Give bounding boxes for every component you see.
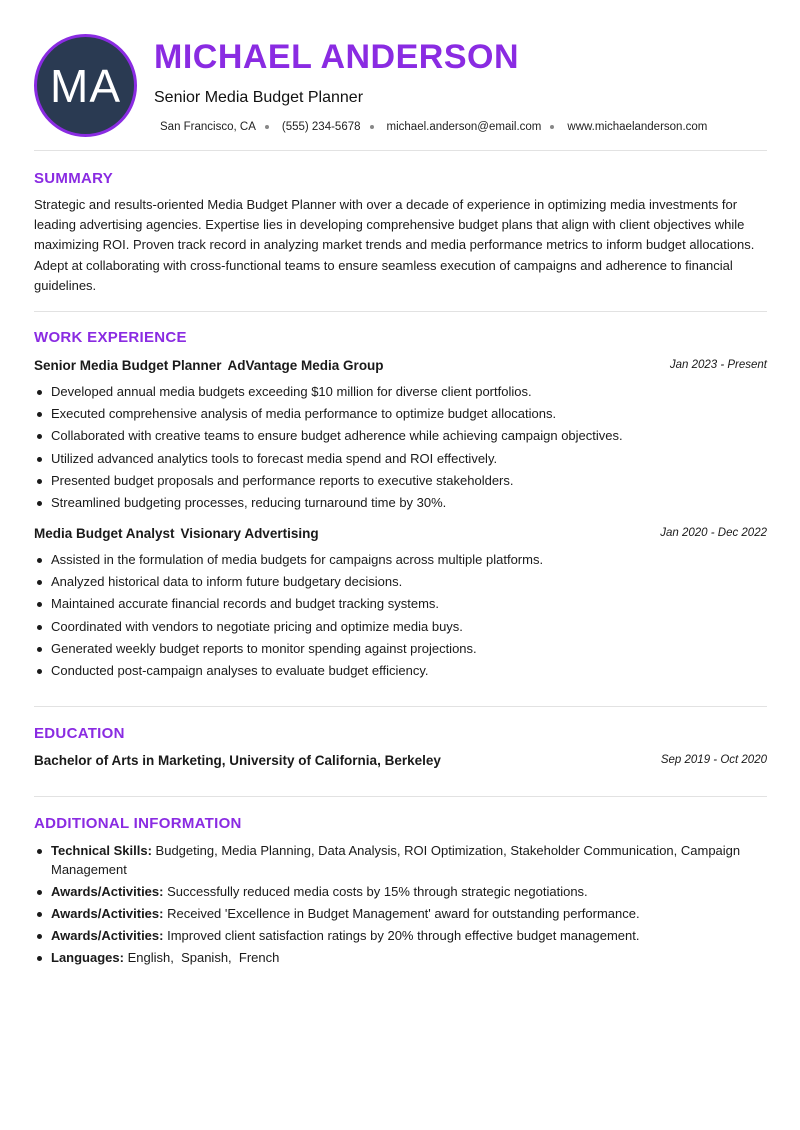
contact-website[interactable]: www.michaelanderson.com: [567, 121, 708, 133]
contact-location: San Francisco, CA: [160, 121, 256, 133]
list-item: [34, 927, 767, 946]
list-item: Assisted in the formulation of media budgets for campaigns across multiple platforms.: [34, 549, 767, 571]
education-dates: Sep 2019 - Oct 2020: [660, 754, 767, 766]
avatar-initials: MA: [50, 59, 121, 112]
list-item: Conducted post-campaign analyses to evaluate budget efficiency.: [34, 660, 767, 682]
education-entry: [34, 753, 767, 771]
list-item: Executed comprehensive analysis of media performance to optimize budget allocations.: [34, 403, 767, 425]
list-item: Maintained accurate financial records and budget tracking systems.: [34, 593, 767, 615]
experience-heading: WORK EXPERIENCE: [34, 329, 187, 346]
separator-dot-icon: [265, 125, 269, 129]
list-item: Developed annual media budgets exceeding $10 million for diverse client portfolios.: [34, 381, 767, 403]
job-dates: Jan 2023 - Present: [669, 359, 767, 371]
item-text: Received 'Excellence in Budget Management' award for outstanding performance.: [167, 905, 640, 921]
item-label: Awards/Activities:: [51, 883, 164, 899]
job-dates: Jan 2020 - Dec 2022: [660, 527, 767, 539]
list-item: Analyzed historical data to inform future budgetary decisions.: [34, 571, 767, 593]
candidate-name: MICHAEL ANDERSON: [154, 38, 520, 76]
separator-dot-icon: [370, 125, 374, 129]
list-item: Presented budget proposals and performance reports to executive stakeholders.: [34, 470, 767, 492]
job-header: [34, 526, 767, 544]
education-degree: Bachelor of Arts in Marketing, University of California, Berkeley: [34, 753, 441, 768]
separator-dot-icon: [550, 125, 554, 129]
summary-text: Strategic and results-oriented Media Budget Planner with over a decade of experience in optimizing media investments for leading advertising agencies. Expertise lies in developing comprehensive budget plans that align with client objectives while maximizing ROI. Proven track record in analyzing market trends and media performance metrics to inform budget allocations. Adept at collaborating with cross-functional teams to ensure seamless execution of campaigns and adherence to financial guidelines.: [34, 197, 755, 293]
list-item: [34, 949, 767, 968]
job-company: AdVantage Media Group: [227, 358, 384, 373]
section-divider: [34, 150, 767, 151]
item-label: Awards/Activities:: [51, 927, 164, 943]
item-label: Languages:: [51, 950, 124, 965]
candidate-title: Senior Media Budget Planner: [154, 89, 364, 106]
item-text: Successfully reduced media costs by 15% through strategic negotiations.: [167, 883, 588, 899]
list-item: Streamlined budgeting processes, reducing turnaround time by 30%.: [34, 492, 767, 514]
list-item: Utilized advanced analytics tools to forecast media spend and ROI effectively.: [34, 448, 767, 470]
list-item: [34, 842, 767, 879]
list-item: Collaborated with creative teams to ensure budget adherence while achieving campaign objectives.: [34, 425, 767, 447]
section-divider: [34, 311, 767, 312]
additional-list: [34, 842, 767, 971]
job-bullets: [34, 549, 767, 682]
contact-phone: (555) 234-5678: [281, 121, 361, 133]
section-divider: [34, 706, 767, 707]
contact-email[interactable]: michael.anderson@email.com: [386, 121, 542, 133]
avatar: [34, 34, 137, 137]
job-company: Visionary Advertising: [180, 526, 319, 541]
job-header: [34, 358, 767, 376]
additional-heading: ADDITIONAL INFORMATION: [34, 815, 242, 832]
list-item: [34, 883, 767, 902]
section-divider: [34, 796, 767, 797]
job-role: Media Budget Analyst: [34, 526, 175, 541]
list-item: [34, 905, 767, 924]
item-label: Awards/Activities:: [51, 905, 164, 921]
resume-header: [34, 34, 767, 134]
list-item: Generated weekly budget reports to monitor spending against projections.: [34, 638, 767, 660]
item-text: English, Spanish, French: [127, 950, 280, 965]
job-bullets: [34, 381, 767, 514]
list-item: Coordinated with vendors to negotiate pricing and optimize media buys.: [34, 616, 767, 638]
education-heading: EDUCATION: [34, 725, 125, 742]
item-label: Technical Skills:: [51, 843, 152, 858]
item-text: Improved client satisfaction ratings by 20% through effective budget management.: [167, 927, 640, 943]
job-role: Senior Media Budget Planner: [34, 358, 222, 373]
item-text: Budgeting, Media Planning, Data Analysis, ROI Optimization, Stakeholder Communication, Campaign Management: [51, 843, 741, 877]
summary-heading: SUMMARY: [34, 170, 114, 187]
contact-line: [160, 121, 707, 133]
